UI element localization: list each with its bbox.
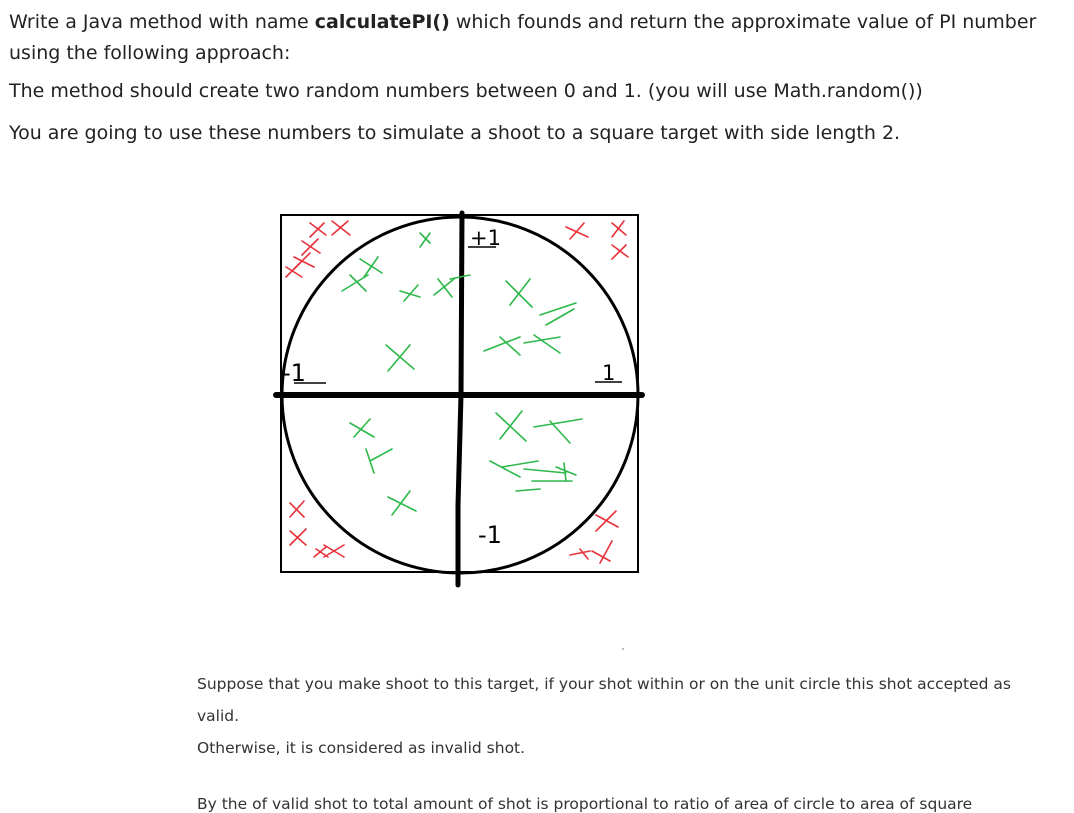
label-left: -1 [282,359,306,387]
intro-text-start: Write a Java method with name [9,11,315,33]
y-axis [458,213,462,585]
target-instruction: You are going to use these numbers to simulate a shoot to a square target with side length 2. [9,122,901,144]
question-intro [9,7,1074,69]
target-drawing [270,205,650,595]
label-top: +1 [470,226,501,250]
label-bottom: -1 [478,521,502,549]
explanation-cutoff-line: By the of valid shot to total amount of shot is proportional to ratio of area of circle to area of square [197,795,973,813]
explanation-line3: Otherwise, it is considered as invalid shot. [197,739,526,757]
intro-text-end: which founds and return the approximate value of PI number [449,11,1037,33]
stray-dot [622,648,624,650]
method-name: calculatePI() [314,11,450,33]
intro-text-line2: using the following approach: [9,42,291,64]
random-numbers-instruction: The method should create two random numbers between 0 and 1. (you will use Math.random()) [9,80,923,102]
explanation-line1: Suppose that you make shoot to this target, if your shot within or on the unit circle this shot accepted as [197,675,1011,693]
target-diagram [270,205,650,599]
label-right: 1 [602,361,616,385]
explanation-paragraph [197,668,1074,764]
explanation-line2: valid. [197,707,240,725]
